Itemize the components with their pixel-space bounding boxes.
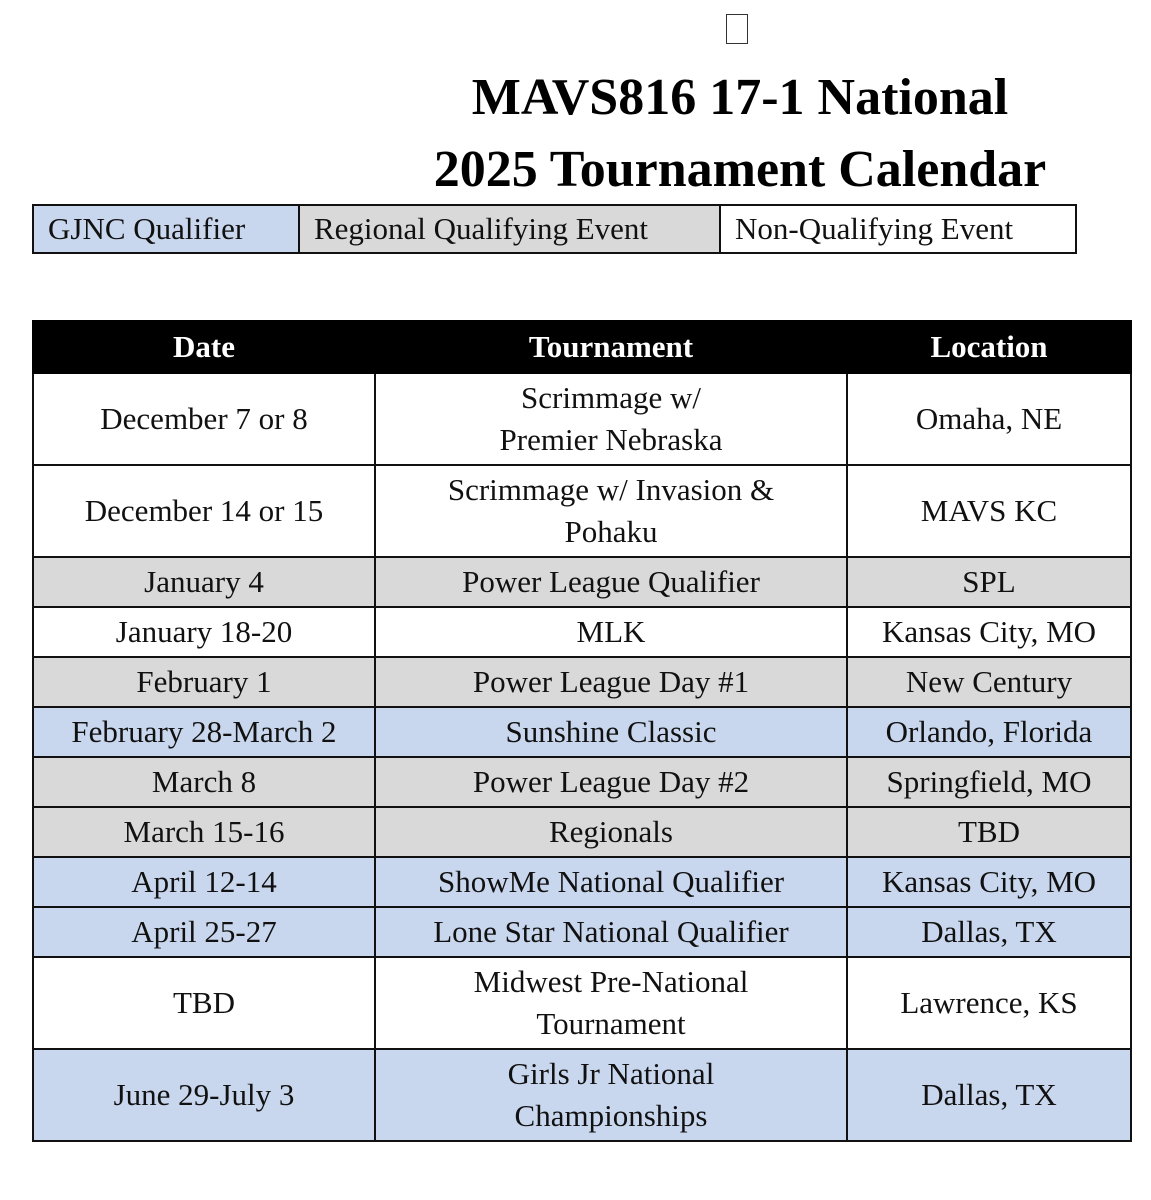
cell-location: TBD: [847, 807, 1131, 857]
color-legend: [32, 204, 1077, 254]
header-tournament: Tournament: [375, 321, 847, 373]
cell-date: February 1: [33, 657, 375, 707]
title-line-2: 2025 Tournament Calendar: [433, 141, 1047, 198]
tournament-line: Midwest Pre-National: [473, 964, 749, 999]
legend-regional-qualifying-event: Regional Qualifying Event: [298, 206, 719, 252]
table-row: [33, 907, 1131, 957]
cell-date: April 25-27: [33, 907, 375, 957]
cell-location: Lawrence, KS: [847, 957, 1131, 1049]
cell-tournament: Sunshine Classic: [375, 707, 847, 757]
cell-date: January 18-20: [33, 607, 375, 657]
cell-location: Springfield, MO: [847, 757, 1131, 807]
cell-date: February 28-March 2: [33, 707, 375, 757]
cell-tournament: Power League Day #1: [375, 657, 847, 707]
title-line-1: MAVS816 17-1 National: [471, 69, 1009, 126]
cell-date: March 15-16: [33, 807, 375, 857]
table-row: [33, 707, 1131, 757]
cell-location: Dallas, TX: [847, 907, 1131, 957]
tournament-line: Pohaku: [564, 514, 658, 549]
cell-date: TBD: [33, 957, 375, 1049]
cell-location: Kansas City, MO: [847, 857, 1131, 907]
table-row: [33, 607, 1131, 657]
tournament-line: Premier Nebraska: [499, 422, 723, 457]
cell-location: Kansas City, MO: [847, 607, 1131, 657]
header-location: Location: [847, 321, 1131, 373]
cell-date: January 4: [33, 557, 375, 607]
cell-tournament: [375, 1049, 847, 1141]
cell-location: Dallas, TX: [847, 1049, 1131, 1141]
cell-date: June 29-July 3: [33, 1049, 375, 1141]
page-title: [340, 62, 1140, 206]
cell-tournament: ShowMe National Qualifier: [375, 857, 847, 907]
tournament-calendar-table: [32, 320, 1132, 1142]
cell-date: December 14 or 15: [33, 465, 375, 557]
missing-glyph-icon: [726, 14, 748, 44]
cell-location: New Century: [847, 657, 1131, 707]
tournament-line: Girls Jr National: [507, 1056, 715, 1091]
cell-date: March 8: [33, 757, 375, 807]
tournament-line: Tournament: [536, 1006, 686, 1041]
cell-tournament: Power League Qualifier: [375, 557, 847, 607]
cell-location: Omaha, NE: [847, 373, 1131, 465]
legend-gjnc-qualifier: GJNC Qualifier: [34, 206, 298, 252]
cell-tournament: [375, 465, 847, 557]
cell-tournament: Regionals: [375, 807, 847, 857]
cell-tournament: Lone Star National Qualifier: [375, 907, 847, 957]
tournament-line: Scrimmage w/ Invasion &: [447, 472, 775, 507]
table-row: [33, 757, 1131, 807]
cell-tournament: [375, 373, 847, 465]
legend-non-qualifying-event: Non-Qualifying Event: [719, 206, 1075, 252]
cell-tournament: [375, 957, 847, 1049]
table-header-row: [33, 321, 1131, 373]
table-row: [33, 1049, 1131, 1141]
tournament-line: Scrimmage w/: [521, 380, 701, 415]
cell-tournament: MLK: [375, 607, 847, 657]
table-row: [33, 957, 1131, 1049]
table-row: [33, 807, 1131, 857]
cell-date: April 12-14: [33, 857, 375, 907]
cell-location: SPL: [847, 557, 1131, 607]
cell-location: MAVS KC: [847, 465, 1131, 557]
header-date: Date: [33, 321, 375, 373]
table-row: [33, 557, 1131, 607]
table-row: [33, 373, 1131, 465]
table-row: [33, 857, 1131, 907]
cell-location: Orlando, Florida: [847, 707, 1131, 757]
tournament-line: Championships: [514, 1098, 708, 1133]
table-row: [33, 465, 1131, 557]
cell-date: December 7 or 8: [33, 373, 375, 465]
table-row: [33, 657, 1131, 707]
cell-tournament: Power League Day #2: [375, 757, 847, 807]
